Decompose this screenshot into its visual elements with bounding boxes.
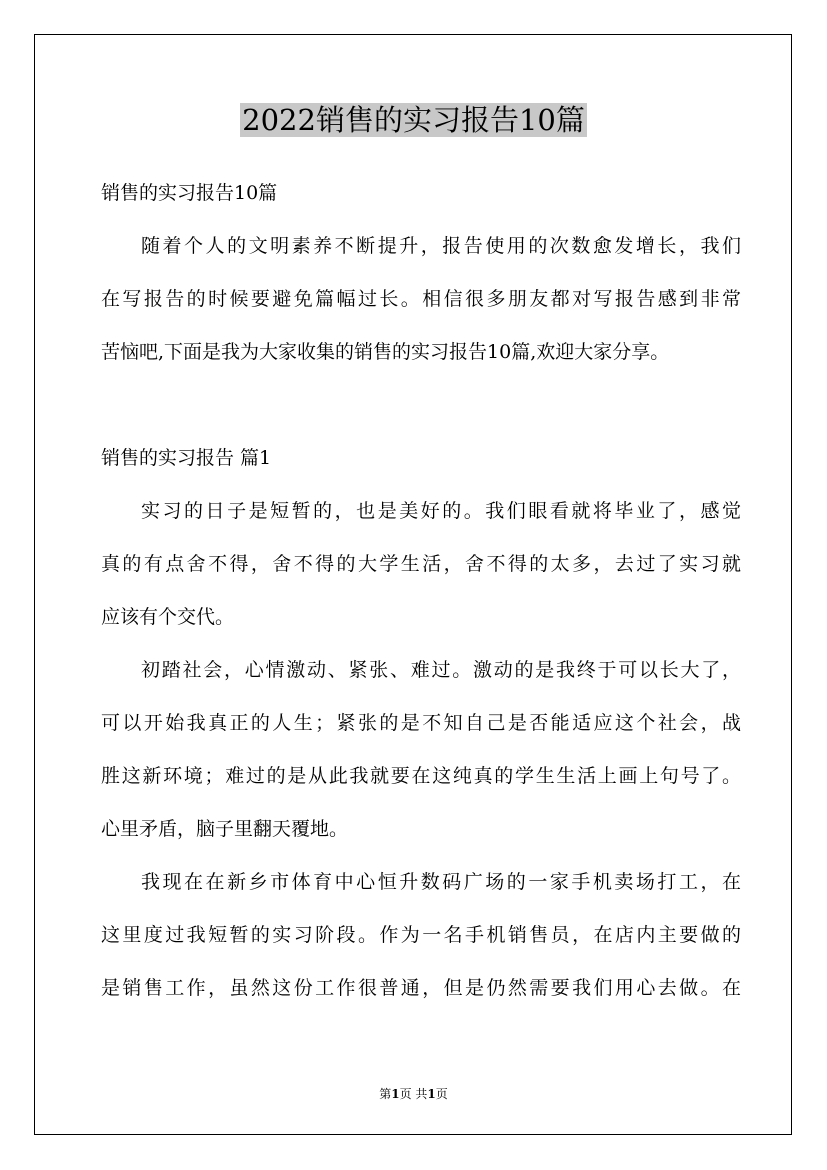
intro-line: 在写报告的时候要避免篇幅过长。相信很多朋友都对写报告感到非常: [101, 288, 741, 310]
footer-page-total: 1: [427, 1087, 436, 1101]
footer-page-mid: 页 共: [399, 1087, 428, 1101]
spacer: [101, 383, 741, 436]
paragraph-line: 是销售工作，虽然这份工作很普通，但是仍然需要我们用心去做。在: [101, 977, 741, 999]
intro-line: 苦恼吧,下面是我为大家收集的销售的实习报告10篇,欢迎大家分享。: [101, 341, 670, 363]
page-footer: [0, 1085, 827, 1102]
paragraph-line: 真的有点舍不得，舍不得的大学生活，舍不得的太多，去过了实习就: [101, 553, 741, 575]
footer-page-suffix: 页: [435, 1087, 448, 1101]
paragraph-line: 应该有个交代。: [101, 606, 235, 628]
paragraph-line: 这里度过我短暂的实习阶段。作为一名手机销售员，在店内主要做的: [101, 924, 741, 946]
paragraph-line: 实习的日子是短暂的，也是美好的。我们眼看就将毕业了，感觉: [141, 500, 741, 522]
paragraph-line: 心里矛盾，脑子里翻天覆地。: [101, 818, 349, 840]
paragraph-line: 可以开始我真正的人生；紧张的是不知自己是否能适应这个社会，战: [101, 712, 741, 734]
document-title-text: 2022销售的实习报告10篇: [242, 103, 585, 137]
section-heading: 销售的实习报告 篇1: [101, 447, 272, 469]
paragraph-line: 我现在在新乡市体育中心恒升数码广场的一家手机卖场打工，在: [141, 871, 741, 893]
footer-page-number: 1: [391, 1087, 400, 1101]
paragraph-line: 胜这新环境；难过的是从此我就要在这纯真的学生生活上画上句号了。: [101, 765, 741, 787]
document-title: [0, 100, 827, 140]
paragraph-line: 初踏社会，心情激动、紧张、难过。激动的是我终于可以长大了，: [141, 659, 741, 681]
footer-page-prefix: 第: [379, 1087, 392, 1101]
intro-line: 随着个人的文明素养不断提升，报告使用的次数愈发增长，我们: [141, 235, 741, 257]
document-body: [101, 171, 741, 1019]
intro-heading: 销售的实习报告10篇: [101, 182, 278, 204]
